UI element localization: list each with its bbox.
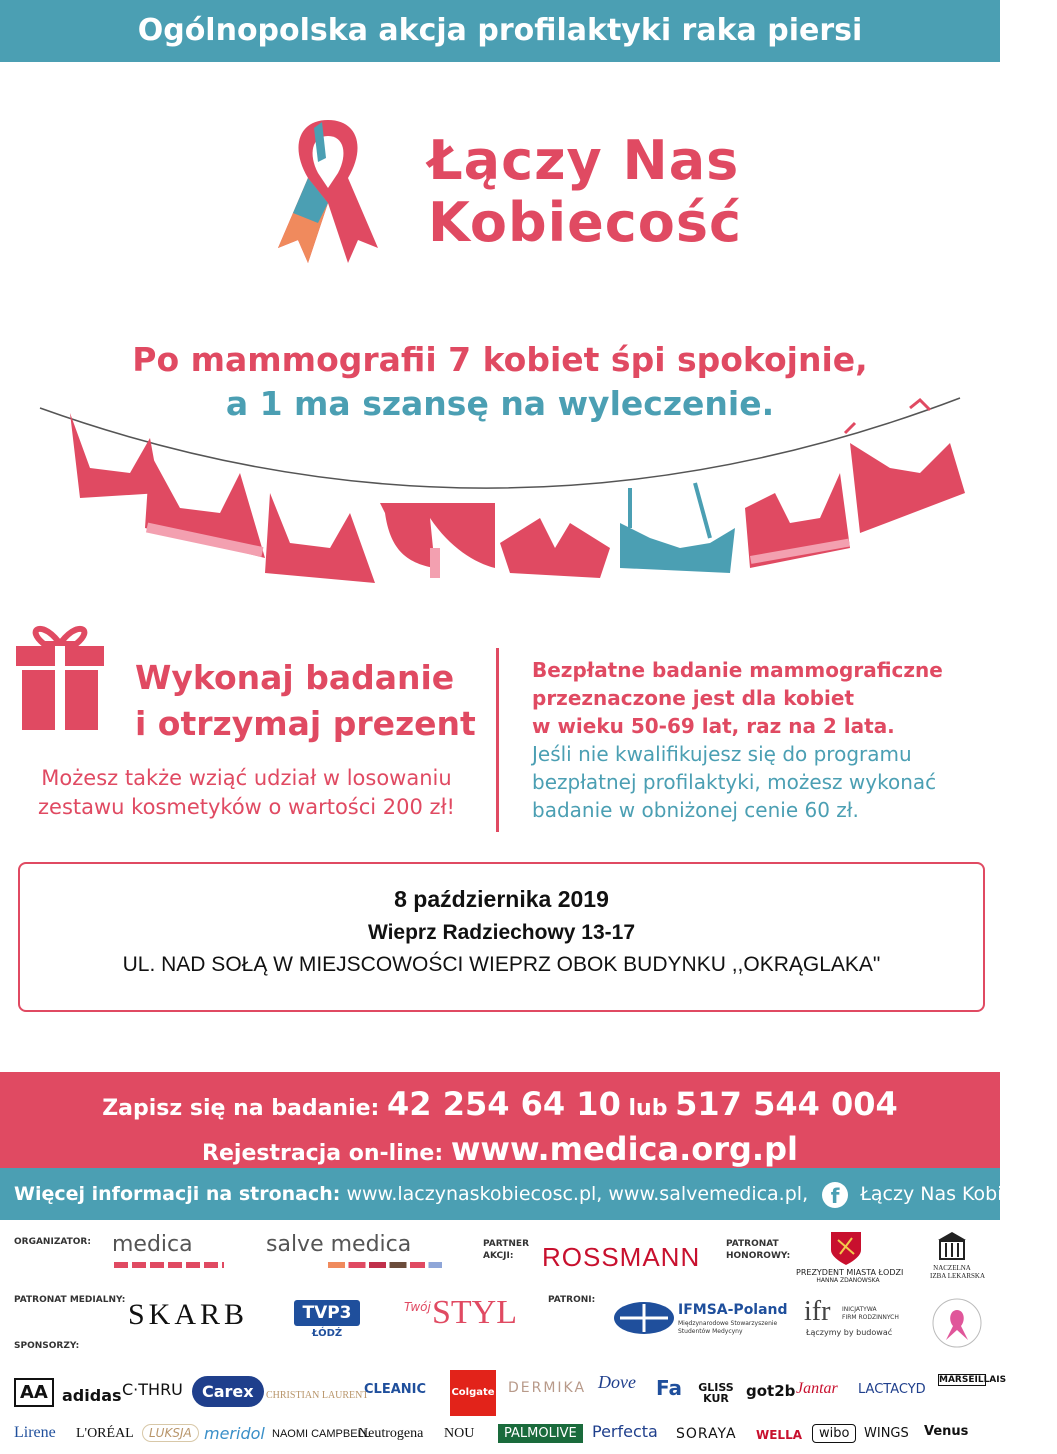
sponsor-gliss-kur: GLISS KUR	[698, 1381, 734, 1405]
sponsor-got2b: got2b	[746, 1382, 796, 1400]
bra-5	[500, 518, 610, 578]
media-patronage-label: PATRONAT MEDIALNY:	[14, 1295, 126, 1305]
event-date: 8 października 2019	[394, 886, 609, 912]
event-address: UL. NAD SOŁĄ W MIEJSCOWOŚCI WIEPRZ OBOK BUDYNKU ,,OKRĄGLAKA"	[122, 953, 881, 976]
sponsor-nou: NOU	[444, 1426, 475, 1441]
tvp3-logo: TVP3	[294, 1300, 360, 1326]
sponsor-adidas: adidas	[62, 1386, 122, 1405]
ifmsa-globe-icon	[612, 1300, 676, 1336]
phone-label: Zapisz się na badanie:	[102, 1096, 380, 1121]
bra-2	[145, 453, 265, 558]
sponsor-naomi-campbell: NAOMI CAMPBELL	[272, 1428, 370, 1440]
phone-registration-row	[0, 1082, 1000, 1131]
sponsor-wibo: wibo	[812, 1424, 856, 1443]
sponsor-lactacyd: LACTACYD	[858, 1382, 926, 1397]
info-line6: badanie w obniżonej cenie 60 zł.	[532, 798, 859, 822]
chamber-line1: NACZELNA	[933, 1264, 971, 1272]
medical-chamber-icon	[936, 1230, 968, 1262]
lodz-coat-of-arms-icon	[828, 1230, 864, 1266]
mayor-patron	[796, 1268, 904, 1284]
honorary-label-line1: PATRONAT	[726, 1239, 779, 1249]
honorary-label-line2: HONOROWY:	[726, 1251, 791, 1261]
bra-8	[845, 400, 965, 533]
chamber-line2: IZBA LEKARSKA	[930, 1272, 986, 1280]
sponsor-christian-laurent: CHRISTIAN LAURENT	[266, 1390, 369, 1401]
sponsor-cthru: C·THRU	[122, 1380, 183, 1399]
bra-6-blue	[620, 483, 735, 573]
twoj-styl-logo: STYL	[432, 1294, 517, 1331]
info-line1: Bezpłatne badanie mammograficzne	[532, 658, 943, 682]
event-place: Wieprz Radziechowy 13-17	[367, 921, 636, 944]
sponsor-wella: WELLA	[756, 1428, 803, 1442]
info-line5: bezpłatnej profilaktyki, możesz wykonać	[532, 770, 937, 794]
sponsor-cleanic: CLEANIC	[364, 1382, 427, 1397]
sponsor-venus: Venus	[924, 1424, 969, 1439]
sponsor-lirene: Lirene	[14, 1424, 56, 1441]
ifmsa-sub2: Studentów Medycyny	[678, 1328, 743, 1335]
sponsor-dove: Dove	[598, 1372, 636, 1392]
sponsor-aa: AA	[14, 1378, 54, 1407]
bra-7	[745, 473, 850, 568]
twoj-styl-logo-prefix: Twój	[404, 1300, 431, 1314]
sponsor-perfecta: Perfecta	[592, 1422, 658, 1441]
sponsor-palmolive: PALMOLIVE	[498, 1424, 583, 1443]
sponsor-loreal: L'ORÉAL	[76, 1426, 134, 1441]
lottery-note-line2: zestawu kosmetyków o wartości 200 zł!	[38, 795, 455, 819]
info-line3: w wieku 50-69 lat, raz na 2 lata.	[532, 714, 895, 738]
honorary-patronage-label	[726, 1238, 790, 1262]
phone-number-2[interactable]: 517 544 004	[675, 1085, 898, 1123]
lottery-note	[14, 764, 479, 822]
info-line2: przeznaczone jest dla kobiet	[532, 686, 855, 710]
clothesline-bras-illustration	[30, 398, 970, 608]
facebook-page-name[interactable]: Łączy Nas Kobiecość	[860, 1183, 1057, 1205]
headline-line2: a 1 ma szansę na wyleczenie.	[225, 384, 775, 423]
pink-ribbon-icon	[268, 118, 388, 268]
eligibility-info	[532, 656, 992, 824]
partner-label	[483, 1238, 529, 1262]
bra-4	[380, 503, 495, 578]
sponsor-neutrogena: Neutrogena	[358, 1426, 424, 1441]
facebook-icon: f	[822, 1182, 848, 1208]
more-info-sites[interactable]: www.laczynaskobiecosc.pl, www.salvemedica.pl,	[346, 1183, 809, 1205]
campaign-logo-title	[428, 130, 742, 254]
ifr-logo-subtitle	[842, 1306, 899, 1322]
campaign-title-line2: Kobiecość	[428, 191, 743, 254]
ifr-sub1: INICJATYWA	[842, 1306, 877, 1313]
bra-1	[70, 413, 160, 498]
salve-medica-logo: salve medica	[266, 1232, 412, 1257]
registration-website-link[interactable]: www.medica.org.pl	[450, 1130, 798, 1168]
medical-chamber-patron	[930, 1264, 986, 1280]
campaign-banner: Ogólnopolska akcja profilaktyki raka piersi	[0, 0, 1000, 62]
tvp3-region: ŁÓDŹ	[312, 1328, 343, 1339]
gift-title-line2: i otrzymaj prezent	[135, 704, 476, 743]
organizer-label: ORGANIZATOR:	[14, 1237, 91, 1247]
gift-title-line1: Wykonaj badanie	[135, 658, 455, 697]
ifr-slogan: Łączymy by budować	[806, 1328, 893, 1337]
phone-or: lub	[628, 1096, 668, 1121]
breast-cancer-centre-badge-icon	[930, 1296, 984, 1350]
sponsor-wings: WINGS	[864, 1426, 909, 1441]
phone-number-1[interactable]: 42 254 64 10	[387, 1085, 621, 1123]
sponsor-fa: Fa	[656, 1376, 682, 1400]
partner-label-line2: AKCJI:	[483, 1251, 514, 1261]
sponsor-le-petit-marseillais: MARSEILLAIS	[939, 1375, 1007, 1385]
sponsor-soraya: SORAYA	[676, 1426, 737, 1442]
partner-label-line1: PARTNER	[483, 1239, 530, 1249]
vertical-divider	[496, 648, 499, 832]
ifmsa-sub1: Międzynarodowe Stowarzyszenie	[678, 1320, 778, 1327]
info-line4: Jeśli nie kwalifikujesz się do programu	[532, 742, 912, 766]
salve-medica-logo-stripe	[328, 1262, 442, 1268]
sponsors-label: SPONSORZY:	[14, 1341, 80, 1351]
ifr-sub2: FIRM RODZINNYCH	[842, 1314, 899, 1321]
medica-logo: medica	[112, 1232, 193, 1257]
registration-band	[0, 1072, 1000, 1168]
gift-icon	[14, 620, 106, 732]
gift-title	[135, 655, 476, 747]
bra-3	[265, 493, 375, 583]
rossmann-logo: ROSSMANN	[542, 1242, 701, 1272]
sponsor-colgate: Colgate	[450, 1370, 496, 1416]
mayor-line1: PREZYDENT MIASTA ŁODZI	[796, 1268, 904, 1277]
medica-logo-stripe	[114, 1262, 224, 1268]
lottery-note-line1: Możesz także wziąć udział w losowaniu	[41, 766, 452, 790]
sponsor-carex: Carex	[192, 1376, 264, 1407]
ifmsa-logo-subtitle	[678, 1320, 777, 1336]
campaign-title-line1: Łączy Nas	[428, 129, 740, 192]
sponsor-meridol: meridol	[204, 1424, 265, 1443]
sponsor-luksja: LUKSJA	[142, 1424, 199, 1442]
patrons-label: PATRONI:	[548, 1295, 596, 1305]
headline-line1: Po mammografii 7 kobiet śpi spokojnie,	[132, 340, 868, 379]
ifmsa-logo-title: IFMSA-Poland	[678, 1302, 788, 1318]
mayor-line2: HANNA ZDANOWSKA	[816, 1277, 880, 1284]
event-details-box	[18, 862, 985, 1012]
online-label: Rejestracja on-line:	[202, 1141, 444, 1166]
more-info-band	[0, 1168, 1057, 1220]
more-info-label: Więcej informacji na stronach:	[14, 1183, 341, 1205]
sponsor-dermika: DERMIKA	[508, 1380, 587, 1396]
sponsor-jantar: Jantar	[796, 1380, 838, 1397]
skarb-logo: SKARB	[128, 1298, 249, 1331]
ifr-logo: ifr	[804, 1296, 831, 1327]
